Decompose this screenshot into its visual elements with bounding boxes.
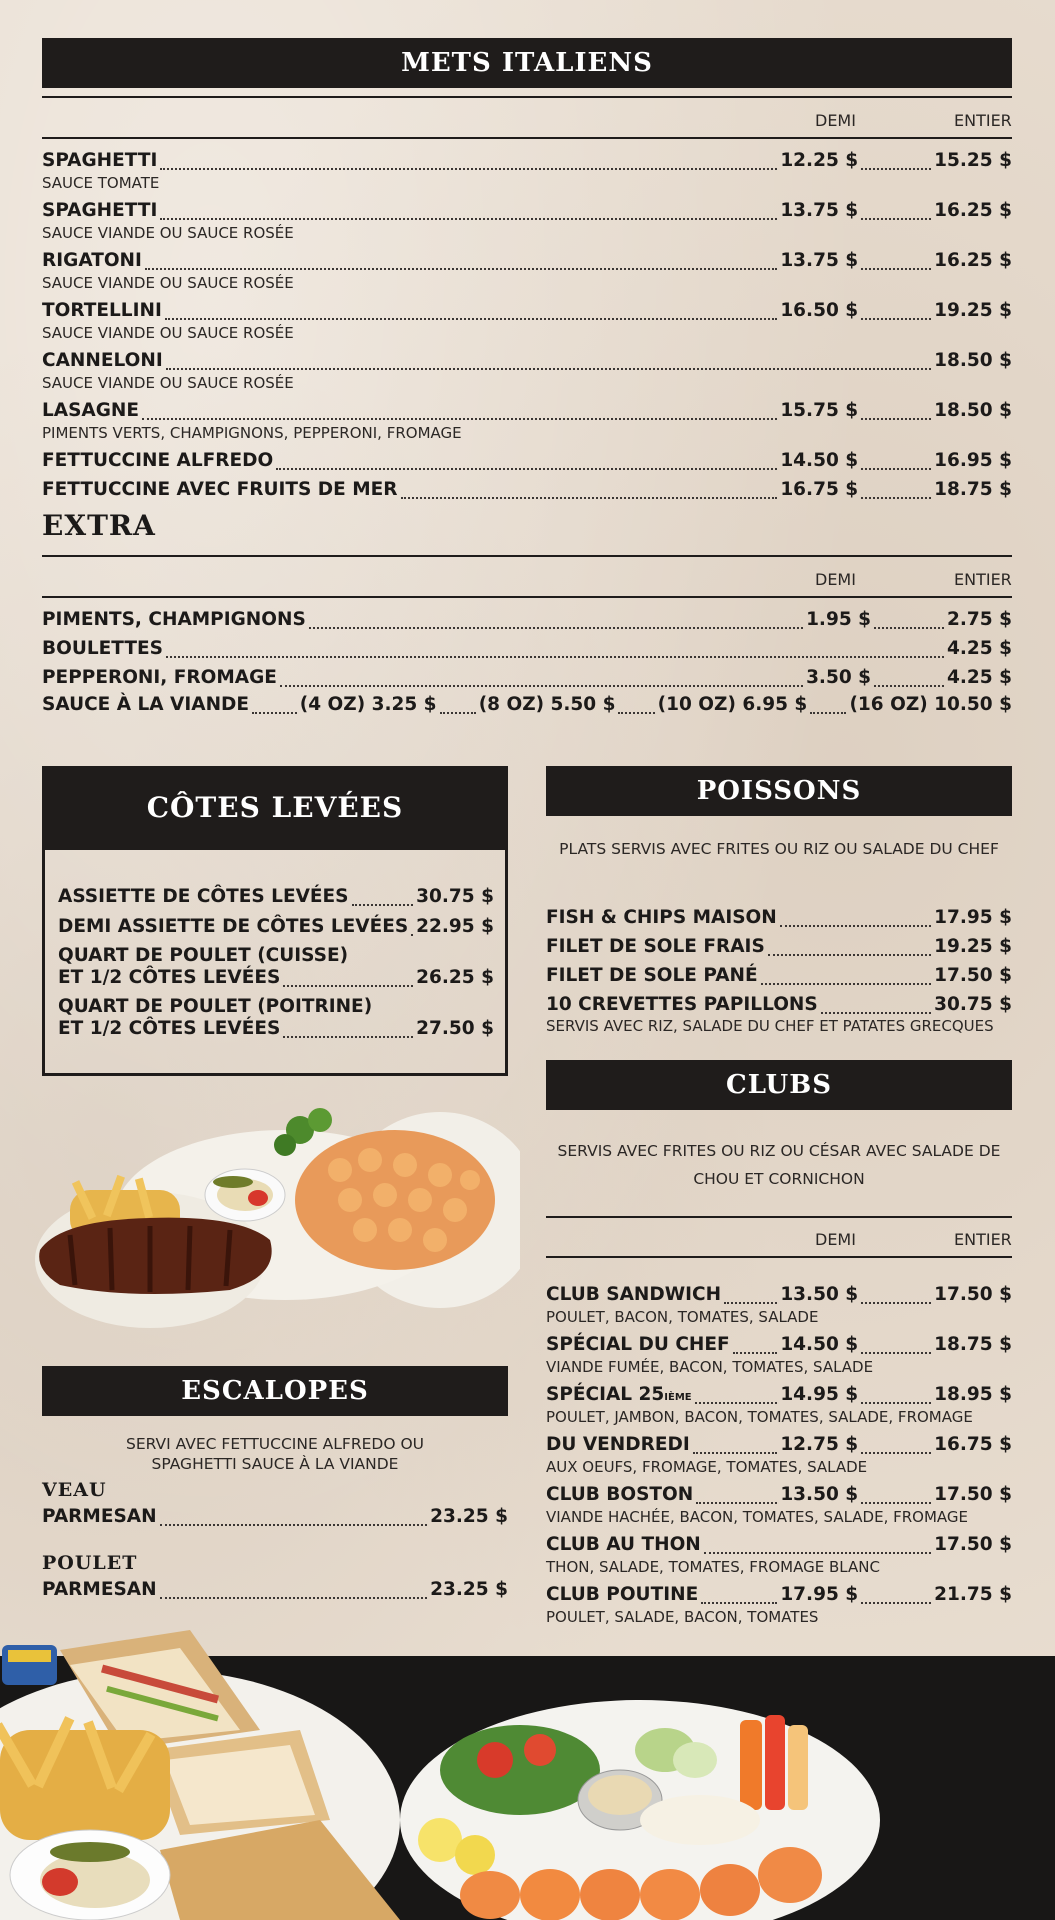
ketchup-cup-icon [2, 1645, 57, 1685]
price-demi: 13.75 $ [780, 250, 859, 271]
clubs-banner [546, 1060, 1012, 1110]
club-item [546, 1534, 1012, 1555]
menu-item-desc: PIMENTS VERTS, CHAMPIGNONS, PEPPERONI, FROMAGE [42, 424, 462, 442]
cotes-item-name: DEMI ASSIETTE DE CÔTES LEVÉES [58, 916, 409, 937]
club-item [546, 1584, 1012, 1605]
cotes-item-name: ET 1/2 CÔTES LEVÉES [58, 1018, 281, 1039]
price-demi: 16.75 $ [780, 479, 859, 500]
club-item-name: DU VENDREDI [546, 1434, 690, 1455]
divider [42, 96, 1012, 98]
escalopes-title: ESCALOPES [181, 1376, 369, 1406]
price-entier: 16.25 $ [934, 250, 1012, 271]
price-demi: 12.75 $ [780, 1434, 859, 1455]
price: 26.25 $ [416, 967, 494, 988]
menu-item [42, 250, 1012, 271]
price: 19.25 $ [934, 936, 1012, 957]
club-item-name: CLUB BOSTON [546, 1484, 694, 1505]
price-entier: 18.75 $ [934, 1334, 1012, 1355]
clubs-title: CLUBS [726, 1070, 832, 1100]
club-item-sup: IÈME [664, 1392, 692, 1403]
price-entier: 17.50 $ [934, 1284, 1012, 1305]
tortellini-icon [295, 1130, 495, 1270]
menu-item-name: TORTELLINI [42, 300, 162, 321]
carrot-sticks-icon [740, 1715, 808, 1810]
price-entier: 16.25 $ [934, 200, 1012, 221]
menu-item-desc: SAUCE VIANDE OU SAUCE ROSÉE [42, 324, 294, 342]
price-demi: 12.25 $ [780, 150, 859, 171]
sauce-size: (4 OZ) 3.25 $ [299, 694, 437, 715]
price-entier: 18.50 $ [934, 400, 1012, 421]
price-entier: 19.25 $ [934, 300, 1012, 321]
cotes-item-name: ET 1/2 CÔTES LEVÉES [58, 967, 281, 988]
club-item-name: CLUB AU THON [546, 1534, 701, 1555]
club-item [546, 1484, 1012, 1505]
price-demi: 13.50 $ [780, 1284, 859, 1305]
escalopes-note: SERVI AVEC FETTUCCINE ALFREDO OU SPAGHETTI SAUCE À LA VIANDE [126, 1435, 424, 1473]
menu-item-name: RIGATONI [42, 250, 142, 271]
price: 23.25 $ [430, 1506, 508, 1527]
divider [42, 137, 1012, 139]
menu-item-desc: SAUCE VIANDE OU SAUCE ROSÉE [42, 274, 294, 292]
club-item [546, 1284, 1012, 1305]
club-item-desc: VIANDE HACHÉE, BACON, TOMATES, SALADE, FROMAGE [546, 1508, 968, 1526]
poisson-item [546, 994, 1012, 1015]
price-entier: 18.95 $ [934, 1384, 1012, 1405]
poissons-banner [546, 766, 1012, 816]
club-sandwich-photo [0, 1620, 420, 1920]
col-demi: DEMI [815, 1230, 856, 1249]
club-item [546, 1334, 1012, 1355]
price-entier: 17.50 $ [934, 1534, 1012, 1555]
price-demi: 14.95 $ [780, 1384, 859, 1405]
poissons-title: POISSONS [696, 776, 862, 806]
club-item-desc: VIANDE FUMÉE, BACON, TOMATES, SALADE [546, 1358, 874, 1376]
coleslaw-icon [205, 1169, 285, 1221]
menu-item [42, 300, 1012, 321]
sauce-name: SAUCE À LA VIANDE [42, 694, 250, 715]
fries-icon [0, 1716, 170, 1840]
club-item-desc: POULET, JAMBON, BACON, TOMATES, SALADE, FROMAGE [546, 1408, 973, 1426]
cotes-item [58, 916, 494, 937]
menu-item-desc: SAUCE TOMATE [42, 174, 160, 192]
escalope-heading: VEAU [42, 1479, 107, 1501]
price-demi: 15.75 $ [780, 400, 859, 421]
price: 30.75 $ [416, 886, 494, 907]
club-item [546, 1384, 1012, 1405]
price-entier: 18.75 $ [934, 479, 1012, 500]
poisson-item [546, 936, 1012, 957]
escalope-item [42, 1506, 508, 1527]
menu-item-name: SPAGHETTI [42, 200, 158, 221]
club-item-name: SPÉCIAL DU CHEF [546, 1334, 730, 1355]
club-item-name: SPÉCIAL 25 [546, 1384, 665, 1405]
menu-item [42, 450, 1012, 471]
price-demi: 1.95 $ [806, 609, 872, 630]
price: 22.95 $ [416, 916, 494, 937]
mets-italiens-title: METS ITALIENS [401, 48, 653, 78]
sauce-size: (16 OZ) 10.50 $ [849, 694, 1012, 715]
poissons-footnote: SERVIS AVEC RIZ, SALADE DU CHEF ET PATATES GRECQUES [546, 1017, 994, 1035]
price: 23.25 $ [430, 1579, 508, 1600]
price-entier: 15.25 $ [934, 150, 1012, 171]
price-entier: 16.95 $ [934, 450, 1012, 471]
extra-item-name: BOULETTES [42, 638, 163, 659]
price-entier: 18.50 $ [934, 350, 1012, 371]
cotes-item [58, 1018, 494, 1039]
ribs-icon [39, 1218, 272, 1294]
rice-icon [640, 1795, 760, 1845]
extra-title: EXTRA [42, 509, 156, 542]
price-entier: 21.75 $ [934, 1584, 1012, 1605]
club-item-name: CLUB SANDWICH [546, 1284, 722, 1305]
price-entier: 2.75 $ [947, 609, 1012, 630]
menu-item-name: SPAGHETTI [42, 150, 158, 171]
poisson-item [546, 907, 1012, 928]
cotes-levees-banner [42, 766, 508, 850]
menu-item [42, 400, 1012, 421]
menu-item [42, 479, 1012, 500]
extra-item [42, 667, 1012, 688]
menu-item-name: FETTUCCINE ALFREDO [42, 450, 274, 471]
price-entier: 17.50 $ [934, 1484, 1012, 1505]
cotes-item-name: QUART DE POULET (POITRINE) [58, 996, 373, 1017]
menu-item [42, 150, 1012, 171]
price-entier: 4.25 $ [947, 638, 1012, 659]
price-entier: 4.25 $ [947, 667, 1012, 688]
menu-item-desc: SAUCE VIANDE OU SAUCE ROSÉE [42, 374, 294, 392]
price-demi: 3.50 $ [806, 667, 872, 688]
price-demi: 13.75 $ [780, 200, 859, 221]
cotes-item [58, 967, 494, 988]
col-demi: DEMI [815, 570, 856, 589]
cotes-item [58, 886, 494, 907]
poisson-item-name: FILET DE SOLE PANÉ [546, 965, 758, 986]
sauce-size: (10 OZ) 6.95 $ [657, 694, 808, 715]
menu-item-desc: SAUCE VIANDE OU SAUCE ROSÉE [42, 224, 294, 242]
col-demi: DEMI [815, 111, 856, 130]
col-entier: ENTIER [954, 111, 1012, 130]
poisson-item [546, 965, 1012, 986]
club-item-desc: AUX OEUFS, FROMAGE, TOMATES, SALADE [546, 1458, 868, 1476]
cotes-levees-title: CÔTES LEVÉES [146, 791, 404, 824]
sauce-size: (8 OZ) 5.50 $ [478, 694, 616, 715]
col-entier: ENTIER [954, 570, 1012, 589]
extra-item-name: PEPPERONI, FROMAGE [42, 667, 277, 688]
escalope-item [42, 1579, 508, 1600]
clubs-note: SERVIS AVEC FRITES OU RIZ OU CÉSAR AVEC SALADE DE CHOU ET CORNICHON [557, 1142, 1001, 1188]
divider [42, 596, 1012, 598]
price: 17.50 $ [934, 965, 1012, 986]
club-item-desc: POULET, BACON, TOMATES, SALADE [546, 1308, 819, 1326]
price-demi: 13.50 $ [780, 1484, 859, 1505]
cotes-item-line1 [58, 945, 348, 966]
price-demi: 14.50 $ [780, 450, 859, 471]
poisson-item-name: 10 CREVETTES PAPILLONS [546, 994, 818, 1015]
menu-item [42, 350, 1012, 371]
escalope-item-name: PARMESAN [42, 1579, 157, 1600]
club-item-name: CLUB POUTINE [546, 1584, 699, 1605]
price-demi: 17.95 $ [780, 1584, 859, 1605]
poisson-item-name: FISH & CHIPS MAISON [546, 907, 777, 928]
escalope-heading: POULET [42, 1552, 138, 1574]
cotes-item-name: QUART DE POULET (CUISSE) [58, 945, 349, 966]
escalope-item-name: PARMESAN [42, 1506, 157, 1527]
cotes-item-line1 [58, 996, 372, 1017]
divider [546, 1216, 1012, 1218]
poissons-note: PLATS SERVIS AVEC FRITES OU RIZ OU SALADE DU CHEF [559, 840, 999, 858]
price-demi: 14.50 $ [780, 1334, 859, 1355]
extra-item [42, 609, 1012, 630]
sauce-viande-row [42, 694, 1012, 715]
divider [546, 1256, 1012, 1258]
club-item-desc: THON, SALADE, TOMATES, FROMAGE BLANC [546, 1558, 880, 1576]
coleslaw-icon [10, 1830, 170, 1920]
poisson-item-name: FILET DE SOLE FRAIS [546, 936, 765, 957]
extra-item-name: PIMENTS, CHAMPIGNONS [42, 609, 306, 630]
club-item-desc: POULET, SALADE, BACON, TOMATES [546, 1608, 819, 1626]
price-entier: 16.75 $ [934, 1434, 1012, 1455]
club-item [546, 1434, 1012, 1455]
price: 30.75 $ [934, 994, 1012, 1015]
menu-item-name: CANNELONI [42, 350, 163, 371]
price-demi: 16.50 $ [780, 300, 859, 321]
ribs-tortellini-photo [30, 1100, 520, 1340]
cotes-item-name: ASSIETTE DE CÔTES LEVÉES [58, 886, 349, 907]
col-entier: ENTIER [954, 1230, 1012, 1249]
divider [42, 555, 1012, 557]
price: 27.50 $ [416, 1018, 494, 1039]
price: 17.95 $ [934, 907, 1012, 928]
escalopes-banner [42, 1366, 508, 1416]
menu-item [42, 200, 1012, 221]
menu-item-name: FETTUCCINE AVEC FRUITS DE MER [42, 479, 398, 500]
mets-italiens-banner [42, 38, 1012, 88]
seafood-platter-photo [400, 1690, 880, 1920]
menu-item-name: LASAGNE [42, 400, 140, 421]
extra-item [42, 638, 1012, 659]
